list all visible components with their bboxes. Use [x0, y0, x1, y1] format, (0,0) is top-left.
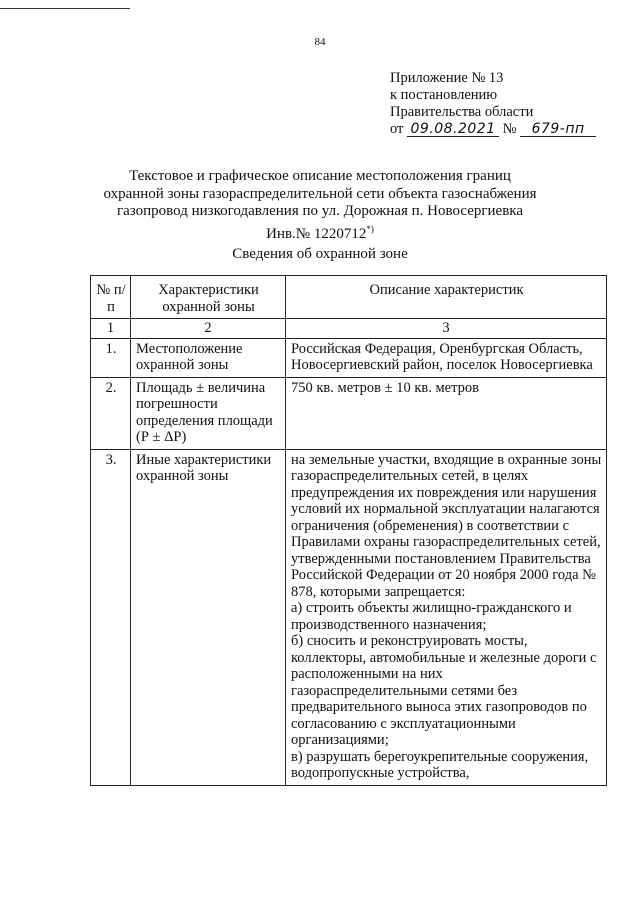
- document-title: [0, 168, 640, 243]
- table-row: [91, 377, 607, 449]
- handwritten-date: 09.08.2021: [407, 122, 499, 137]
- restriction-item-b: б) сносить и реконструировать мосты, коллекторы, автомобильные и железные дороги с расположенными на них газораспределительными сетями без предварительного выноса этих газопроводов по согласованию с эксплуатационными организациями;: [291, 633, 597, 748]
- title-line-1: Текстовое и графическое описание местоположения границ: [129, 168, 511, 184]
- title-line-2: охранной зоны газораспределительной сети объекта газоснабжения: [103, 185, 537, 202]
- date-prefix: от: [390, 121, 404, 137]
- number-prefix: №: [502, 121, 517, 137]
- row-characteristic: Площадь ± величина погрешности определения площади (Р ± ΔР): [131, 377, 286, 449]
- row-description: 750 кв. метров ± 10 кв. метров: [286, 377, 607, 449]
- row-description: Российская Федерация, Оренбургская Область, Новосергиевский район, поселок Новосергиевка: [286, 338, 607, 377]
- top-left-rule: [0, 8, 130, 9]
- appendix-block: [390, 70, 596, 138]
- restriction-item-c: в) разрушать берегоукрепительные сооружения, водопропускные устройства,: [291, 748, 589, 781]
- row-number: 1.: [91, 338, 131, 377]
- appendix-line-3: Правительства области: [390, 104, 534, 120]
- title-line-4: [0, 221, 640, 244]
- restrictions-intro: на земельные участки, входящие в охранные зоны газораспределительных сетей, в целях предупреждения их повреждения или нарушения условий их нормальной эксплуатации налагаются ограничения (обременения) в соответствии с Правилами охраны газораспределительных сетей, утвержденными постановлением Правительства Российской Федерации от 20 ноября 2000 года № 878, которыми запрещается:: [291, 451, 602, 600]
- footnote-mark: *): [366, 223, 374, 234]
- row-number: 3.: [91, 449, 131, 785]
- table-row: [91, 338, 607, 377]
- appendix-line-1: Приложение № 13: [390, 70, 504, 86]
- column-number: 3: [286, 319, 607, 339]
- row-number: 2.: [91, 377, 131, 449]
- title-line-3: газопровод низкогодавления по ул. Дорожная п. Новосергиевка: [117, 203, 523, 219]
- header-characteristic: Характеристики охранной зоны: [131, 276, 286, 319]
- column-number: 2: [131, 319, 286, 339]
- header-num: № п/п: [91, 276, 131, 319]
- section-title: Сведения об охранной зоне: [232, 246, 408, 262]
- inventory-number: Инв.№ 1220712: [266, 225, 367, 242]
- zone-info-table: [90, 275, 607, 786]
- page-number: 84: [314, 36, 326, 48]
- table-row: [91, 449, 607, 785]
- header-description: Описание характеристик: [286, 276, 607, 319]
- handwritten-number: 679-пп: [520, 122, 596, 137]
- column-number: 1: [91, 319, 131, 339]
- row-characteristic: Иные характеристики охранной зоны: [131, 449, 286, 785]
- column-number-row: [91, 319, 607, 339]
- table-header-row: [91, 276, 607, 319]
- appendix-date-line: [390, 121, 596, 138]
- restriction-item-a: а) строить объекты жилищно-гражданского и производственного назначения;: [291, 600, 572, 633]
- row-characteristic: Местоположение охранной зоны: [131, 338, 286, 377]
- row-description: [286, 449, 607, 785]
- appendix-line-2: к постановлению: [390, 87, 498, 103]
